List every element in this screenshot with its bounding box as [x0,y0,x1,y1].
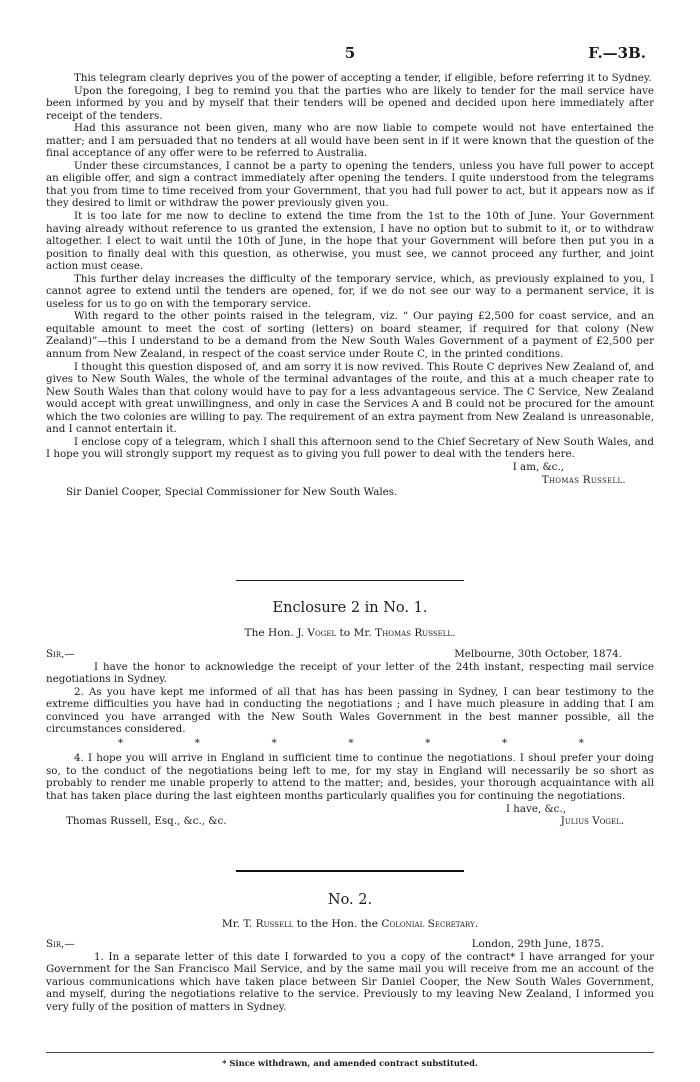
letter-russell-to-colonial-secretary [46,938,654,1013]
closing: I am, &c., [512,460,564,473]
section-subtitle: Mr. T. Russell to the Hon. the Colonial Secretary. [221,918,479,930]
paragraph: This telegram clearly deprives you of the power of accepting a tender, if eligible, before referring it to Sydney. [74,72,652,84]
paragraph: This further delay increases the difficulty of the temporary service, which, as previously explained to you, I cannot agree to extend until the tenders are opened, for, if we do not see our way to a permanent service, it is useless for us to go on with the temporary service. [46,272,654,310]
paragraph: It is too late for me now to decline to extend the time from the 1st to the 10th of June. Your Government having already without reference to us granted the extension, I have no option but to submit to it, or to withdraw altogether. I elect to wait until the 10th of June, in the hope that your Government will before then put you in a position to finally deal with this question, as otherwise, you must see, we cannot proceed any further, and joint action must cease. [46,210,654,273]
paragraph: Under these circumstances, I cannot be a party to opening the tenders, unless you have full power to accept an eligible offer, and sign a contract immediately after opening the tenders. I quite understood from the telegrams that you from time to time received from your Government, that you had full power to act, but it appears now as if they desired to limit or withdraw the power previously given you. [46,159,654,210]
letter-russell-to-cooper [46,72,654,499]
paragraph: With regard to the other points raised in the telegram, viz. “ Our paying £2,500 for coast service, and an equitable amount to meet the cost of sorting (letters) on board steamer, if required for that colony (New Zealand)”—this I understand to be a demand from the New South Wales Government of a payment of £2,500 per annum from New Zealand, in respect of the coast service under Route C, in the printed conditions. [46,310,654,361]
paragraph: I have the honor to acknowledge the receipt of your letter of the 24th instant, respecting mail service negotiations in Sydney. [46,660,654,686]
addressee: Thomas Russell, Esq., &c., &c. [66,815,227,828]
addressee: Sir Daniel Cooper, Special Commissioner for New South Wales. [66,486,398,499]
paragraph: I thought this question disposed of, and am sorry it is now revived. This Route C deprives New Zealand of, and gives to New South Wales, the whole of the terminal advantages of the route, and this at a much cheaper rate to New South Wales than that colony would have to pay for a less advantageous service. The C Service, New Zealand would accept with great unwillingness, and only in case the Services A and B could not be procured for the amount which the two colonies are willing to pay. The requirement of an extra payment from New Zealand is unreasonable, and I cannot entertain it. [46,360,654,436]
section-title: No. 2. [327,892,373,908]
paragraph: 1. In a separate letter of this date I forwarded to you a copy of the contract* I have arranged for your Government for the San Francisco Mail Service, and by the same mail you will receive from me an account of the various communications which have taken place between Sir Daniel Cooper, the New South Wales Government, and myself, during the negotiations relative to the service. Previously to my leaving New Zealand, I informed you very fully of the position of matters in Sydney. [46,950,654,1013]
salutation: Sir,— [46,938,75,950]
omission-stars: * * * * * * * [118,736,584,749]
section-divider [236,870,464,872]
paragraph: 4. I hope you will arrive in England in sufficient time to continue the negotiations. I shoul prefer your doing so, to the conduct of the negotiations being left to me, for my stay in England will necessarily be so short as probably to render me unable properly to attend to the matter; and, besides, your thorough acquaintance with all that has taken place during the last eighteen months particularly qualifies you for continuing the negotiations. [46,752,654,803]
dateline: London, 29th June, 1875. [471,938,604,950]
letter-vogel-to-russell [46,648,654,828]
closing: I have, &c., [505,802,566,815]
paragraph: Had this assurance not been given, many who are now liable to compete would not have entertained the matter; and I am persuaded that no tenders at all would have been sent in if it were known that the question of the final acceptance of any offer were to be referred to Australia. [46,122,654,160]
signature: Thomas Russell. [541,473,626,486]
signature: Julius Vogel. [560,815,624,828]
dateline: Melbourne, 30th October, 1874. [454,648,622,660]
page-number: 5 [344,44,356,62]
salutation: Sir,— [46,648,75,660]
enclosure-title: Enclosure 2 in No. 1. [272,600,428,616]
section-divider [236,580,464,581]
paragraph: 2. As you have kept me informed of all that has has been passing in Sydney, I can bear testimony to the extreme difficulties you have had in conducting the negotiations ; and I have much pleasure in adding that I am convinced you have arranged with the New South Wales Government in the best manner possible, all the circumstances considered. [46,685,654,736]
paragraph: Upon the foregoing, I beg to remind you that the parties who are likely to tender for the mail service have been informed by you and by myself that their tenders will be opened and decided upon here immediately after receipt of the tenders. [46,84,654,122]
footnote: * Since withdrawn, and amended contract substituted. [222,1058,478,1068]
footnote-rule [46,1052,654,1053]
paragraph: I enclose copy of a telegram, which I shall this afternoon send to the Chief Secretary of New South Wales, and I hope you will strongly support my request as to giving you full power to deal with the tenders here. [46,435,654,461]
salutation-row [46,648,654,661]
document-code: F.—3B. [588,44,646,62]
addressee-row [46,815,654,828]
salutation-row [46,938,654,951]
enclosure-subtitle: The Hon. J. Vogel to Mr. Thomas Russell. [244,627,456,639]
